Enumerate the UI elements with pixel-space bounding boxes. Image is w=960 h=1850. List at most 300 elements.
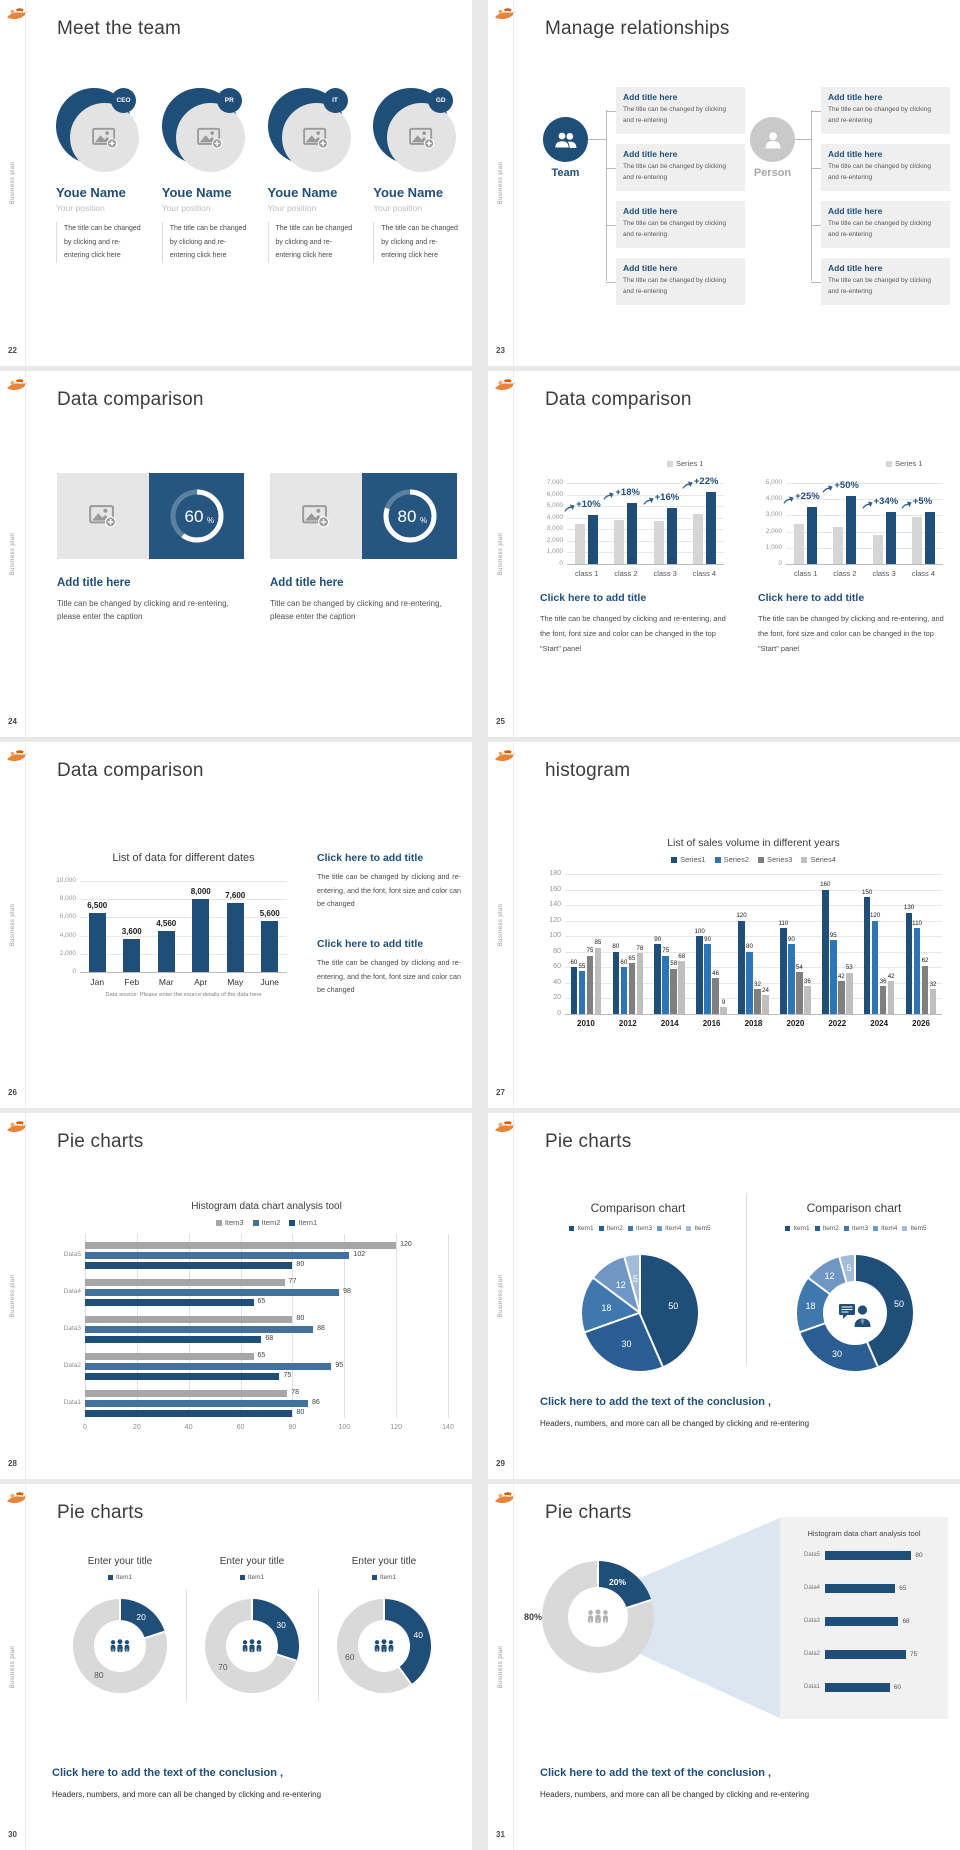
chart-legend <box>540 1225 740 1232</box>
role-badge: CEO <box>111 88 136 113</box>
y-tick-label: 1,000 <box>765 543 782 551</box>
x-category-label: Mar <box>158 977 174 987</box>
bar <box>825 1551 911 1560</box>
slide-content <box>488 371 960 737</box>
chart-title: Comparison chart <box>806 1201 902 1215</box>
relation-box-title: Add title here <box>828 206 883 216</box>
bar-value-label: 65 <box>628 954 636 962</box>
y-tick-label: 0 <box>557 1010 561 1017</box>
relation-box-text: The title can be changed by clicking and re-entering <box>623 106 726 124</box>
bar <box>846 496 856 564</box>
y-tick-label: 4,000 <box>546 513 563 521</box>
growth-annotation <box>682 476 734 489</box>
y-category-label: Data4 <box>63 1288 81 1295</box>
y-tick-label: 5,000 <box>546 502 563 510</box>
y-tick-label: 180 <box>549 870 561 877</box>
bar <box>571 967 578 1014</box>
bar <box>825 1617 898 1626</box>
legend-label: Series1 <box>680 855 706 864</box>
relation-box-text: The title can be changed by clicking and re-entering <box>623 277 726 295</box>
bar-value-label: 80 <box>296 1409 305 1416</box>
relation-box-text: The title can be changed by clicking and re-entering <box>623 163 726 181</box>
legend-label: Item2 <box>822 1225 839 1232</box>
legend-item <box>886 459 923 468</box>
slide-27-thumbnail[interactable] <box>488 742 960 1108</box>
panel-divider <box>746 1193 747 1365</box>
people-group-icon <box>107 1638 133 1659</box>
legend-item <box>216 1218 244 1227</box>
image-placeholder-icon <box>409 127 435 149</box>
growth-annotation <box>783 491 835 504</box>
bar <box>872 921 879 1014</box>
slide-content <box>488 1484 960 1850</box>
role-badge: GD <box>428 88 453 113</box>
slide-content <box>488 742 960 1108</box>
legend-swatch <box>886 461 892 467</box>
x-tick-label: 120 <box>390 1424 402 1431</box>
conclusion-title: Click here to add the text of the conclusion , <box>540 1396 772 1408</box>
panel-title: Histogram data chart analysis tool <box>807 1529 921 1538</box>
bar-value-label: 90 <box>787 935 795 943</box>
bar <box>85 1262 292 1269</box>
card-progress-tile <box>149 473 244 559</box>
relation-box <box>616 144 745 191</box>
slide-title: Data comparison <box>57 760 204 781</box>
pie-value-label: 70 <box>218 1662 228 1673</box>
slide-22-thumbnail[interactable] <box>0 0 472 366</box>
pie-value-label: 18 <box>601 1302 612 1313</box>
relation-box-title: Add title here <box>623 149 678 159</box>
bar <box>89 913 106 972</box>
bar <box>614 520 624 564</box>
y-tick-label: 3,000 <box>765 511 782 519</box>
chart-legend <box>60 1574 180 1581</box>
bar-value-label: 75 <box>662 947 670 955</box>
bar-value-label: 60 <box>893 1684 902 1691</box>
chart-title: Histogram data chart analysis tool <box>191 1201 342 1212</box>
slide-content <box>488 1113 960 1479</box>
bar <box>261 921 278 972</box>
legend-label: Item5 <box>694 1225 711 1232</box>
svg-text:60: 60 <box>184 507 203 526</box>
slide-number: 27 <box>496 1088 505 1097</box>
avatar-photo-placeholder <box>176 103 245 172</box>
bar-value-label: 80 <box>915 1552 923 1559</box>
legend-swatch <box>657 1226 662 1231</box>
legend-label: Series 1 <box>676 459 704 468</box>
legend-label: Item3 <box>224 1218 244 1227</box>
vertical-plan-label: Business plan <box>498 1274 504 1318</box>
bar-value-label: 5,600 <box>259 909 280 919</box>
member-avatar <box>268 88 352 172</box>
relation-box <box>616 201 745 248</box>
y-tick-label: 3,000 <box>546 525 563 533</box>
member-position: Your position <box>373 203 423 213</box>
x-category-label: Jan <box>90 977 105 987</box>
legend-label: Item1 <box>577 1225 594 1232</box>
y-tick-label: 140 <box>549 901 561 909</box>
x-tick-label: 100 <box>338 1424 351 1431</box>
team-icon <box>553 131 579 149</box>
slide-number: 24 <box>8 717 17 726</box>
legend-swatch <box>216 1220 222 1226</box>
people-group-icon <box>584 1608 612 1625</box>
chart-legend <box>886 459 946 468</box>
avatar-photo-placeholder <box>387 103 456 172</box>
bar <box>906 913 913 1014</box>
growth-arrow-icon <box>822 483 833 493</box>
bar-value-label: 75 <box>910 1651 918 1658</box>
relation-box-text: The title can be changed by clicking and re-entering <box>828 163 931 181</box>
y-tick-label: 100 <box>549 932 561 940</box>
bar <box>914 928 921 1014</box>
bar-value-label: 60 <box>620 958 628 966</box>
y-tick-label: 6,000 <box>59 913 76 921</box>
bar-value-label: 32 <box>929 980 937 988</box>
y-tick-label: 2,000 <box>546 536 563 544</box>
team-member <box>56 88 149 263</box>
bar-value-label: 150 <box>861 888 873 896</box>
bar-value-label: 68 <box>265 1335 274 1342</box>
slide-title: Meet the team <box>57 18 182 39</box>
legend-item <box>844 1225 868 1232</box>
vertical-plan-label: Business plan <box>10 161 16 205</box>
bar <box>693 514 703 564</box>
growth-annotation <box>564 499 616 512</box>
legend-swatch <box>628 1226 633 1231</box>
bar <box>637 953 644 1014</box>
slide-content <box>0 742 472 1108</box>
growth-annotation-label: +18% <box>615 486 640 498</box>
growth-annotation-label: +25% <box>795 491 820 503</box>
slide-25-thumbnail[interactable] <box>488 371 960 737</box>
chart-legend <box>756 1225 956 1232</box>
bar-value-label: 75 <box>283 1372 292 1379</box>
y-tick-label: 5,000 <box>765 479 782 486</box>
chart-footnote: Data source: Please enter the source details of the data here <box>105 992 262 998</box>
legend-label: Item1 <box>793 1225 810 1232</box>
legend-item <box>671 855 705 864</box>
relation-box-text: The title can be changed by clicking and re-entering <box>828 220 931 238</box>
bar <box>654 521 664 564</box>
x-category-label: 2012 <box>618 1019 637 1028</box>
bar <box>825 1650 906 1659</box>
bar-value-label: 90 <box>704 935 712 943</box>
y-tick-label: 120 <box>549 916 561 924</box>
role-badge: IT <box>323 88 348 113</box>
connector-line <box>606 110 607 281</box>
y-category-label: Data5 <box>803 1552 820 1558</box>
bar-value-label: 36 <box>803 977 811 985</box>
legend-label: Item1 <box>247 1574 265 1581</box>
bar-value-label: 68 <box>678 952 686 960</box>
bar <box>85 1373 279 1380</box>
card-title: Add title here <box>57 577 131 589</box>
x-category-label: class 4 <box>911 569 936 578</box>
pie-value-label: 18 <box>805 1301 816 1312</box>
slide-content <box>0 0 472 366</box>
team-members <box>56 88 466 263</box>
card-title: Add title here <box>270 577 344 589</box>
y-category-label: Data3 <box>63 1325 81 1332</box>
legend-item <box>657 1225 681 1232</box>
chart-legend <box>565 855 942 864</box>
x-category-label: 2010 <box>577 1019 595 1028</box>
growth-arrow-icon <box>901 499 912 509</box>
bar <box>85 1410 292 1417</box>
bar <box>738 921 745 1014</box>
bar-value-label: 75 <box>586 947 594 955</box>
y-tick-label: 160 <box>549 885 561 893</box>
legend-label: Series 1 <box>895 459 923 468</box>
slide-content <box>0 1484 472 1850</box>
legend-swatch <box>253 1220 259 1226</box>
slide-23-thumbnail[interactable] <box>488 0 960 366</box>
vertical-plan-label: Business plan <box>10 532 16 576</box>
bar-value-label: 58 <box>670 960 678 968</box>
bar <box>227 903 244 972</box>
relation-box <box>821 144 950 191</box>
growth-arrow-icon <box>564 502 575 512</box>
people-group-icon <box>371 1638 397 1659</box>
text-block-body: The title can be changed by clicking and re-entering, and the font, font size and color can be changed in the top "Start" panel <box>540 614 726 653</box>
growth-annotation-label: +22% <box>693 476 719 488</box>
vertical-plan-label: Business plan <box>10 1645 16 1689</box>
bar <box>85 1326 313 1333</box>
bar <box>627 503 637 564</box>
x-category-label: 2022 <box>828 1019 847 1028</box>
slide-title: Pie charts <box>545 1131 632 1152</box>
x-category-label: June <box>260 977 279 987</box>
people-group-icon <box>239 1638 265 1654</box>
bar-value-label: 120 <box>400 1241 412 1248</box>
legend-swatch <box>372 1575 377 1580</box>
progress-ring-icon <box>379 485 441 547</box>
vertical-plan-label: Business plan <box>498 532 504 576</box>
legend-label: Item1 <box>298 1218 318 1227</box>
vertical-plan-label: Business plan <box>498 1645 504 1689</box>
bar <box>629 963 636 1014</box>
bar <box>85 1299 254 1306</box>
gridline <box>565 921 942 922</box>
bar <box>833 527 843 564</box>
presenter-icon <box>838 1301 872 1332</box>
growth-arrow-icon <box>682 479 693 489</box>
gridline <box>565 1014 942 1015</box>
legend-item <box>108 1574 132 1581</box>
bar-value-label: 95 <box>335 1362 344 1369</box>
slide-title: Pie charts <box>57 1502 144 1523</box>
growth-annotation-label: +16% <box>654 492 680 504</box>
y-tick-label: 40 <box>553 978 561 986</box>
bar <box>123 939 140 972</box>
bar <box>794 524 804 565</box>
conclusion-title: Click here to add the text of the conclusion , <box>540 1767 772 1779</box>
bar-value-label: 7,600 <box>225 890 246 900</box>
bar-value-label: 80 <box>612 943 620 951</box>
donut-slice-label: 20% <box>609 1577 627 1587</box>
slide-number: 26 <box>8 1088 17 1097</box>
legend-swatch <box>667 461 673 467</box>
chart-title: Enter your title <box>351 1556 417 1567</box>
slide-content <box>488 0 960 366</box>
bar <box>192 899 209 972</box>
bar <box>712 978 719 1014</box>
gridline <box>80 972 287 973</box>
bar-value-label: 80 <box>296 1315 305 1322</box>
conclusion-text: Headers, numbers, and more can all be changed by clicking and re-entering <box>540 1419 810 1428</box>
bar <box>85 1242 396 1249</box>
y-category-label: Data5 <box>63 1251 81 1258</box>
x-category-label: class 3 <box>872 569 896 578</box>
y-tick-label: 2,000 <box>59 949 76 957</box>
gridline <box>80 954 287 955</box>
x-tick-label: 20 <box>132 1424 141 1431</box>
x-tick-label: 80 <box>288 1424 297 1431</box>
growth-annotation <box>643 492 695 505</box>
role-badge: PR <box>217 88 242 113</box>
legend-label: Series3 <box>767 855 793 864</box>
bar <box>579 971 586 1014</box>
y-category-label: Data4 <box>803 1585 820 1591</box>
people-group-icon <box>107 1638 133 1654</box>
relation-box-text: The title can be changed by clicking and re-entering <box>828 277 931 295</box>
relation-group-label: Person <box>753 167 792 179</box>
x-category-label: class 1 <box>574 569 599 578</box>
bar <box>621 967 628 1014</box>
bar <box>678 961 685 1014</box>
bar <box>85 1390 287 1397</box>
bar-value-label: 4,560 <box>156 918 177 928</box>
member-name: Youe Name <box>373 185 444 200</box>
conclusion-text: Headers, numbers, and more can all be changed by clicking and re-entering <box>540 1790 810 1799</box>
legend-item <box>253 1218 281 1227</box>
slide-26-thumbnail[interactable] <box>0 742 472 1108</box>
gridline <box>565 936 942 937</box>
panel-divider <box>318 1589 319 1701</box>
image-placeholder-icon <box>89 504 117 528</box>
slide-title: histogram <box>545 760 631 781</box>
slide-number: 22 <box>8 346 17 355</box>
bar-value-label: 77 <box>288 1278 297 1285</box>
bar-value-label: 46 <box>712 969 720 977</box>
y-category-label: Data1 <box>803 1684 820 1690</box>
bar-value-label: 98 <box>343 1288 351 1295</box>
bar <box>930 989 937 1014</box>
bar-value-label: 120 <box>869 912 881 920</box>
gridline <box>344 1234 345 1418</box>
panel-divider <box>186 1589 187 1701</box>
bar-value-label: 65 <box>257 1352 266 1359</box>
bar-value-label: 65 <box>899 1585 907 1592</box>
y-tick-label: 1,000 <box>546 548 563 556</box>
x-category-label: class 2 <box>833 569 857 578</box>
team-member <box>268 88 361 263</box>
vertical-plan-label: Business plan <box>498 903 504 947</box>
bar <box>85 1279 285 1286</box>
relation-box <box>821 201 950 248</box>
slide-title: Pie charts <box>57 1131 144 1152</box>
legend-swatch <box>785 1226 790 1231</box>
relation-box-title: Add title here <box>623 206 678 216</box>
gridline <box>396 1234 397 1418</box>
legend-swatch <box>671 857 677 863</box>
conclusion-title: Click here to add the text of the conclusion , <box>52 1767 284 1779</box>
relation-box-title: Add title here <box>828 149 883 159</box>
legend-swatch <box>686 1226 691 1231</box>
image-placeholder-icon <box>92 127 118 149</box>
x-category-label: May <box>227 977 244 987</box>
pie-value-label: 12 <box>615 1279 626 1290</box>
growth-arrow-icon <box>603 490 614 500</box>
growth-annotation <box>822 480 874 493</box>
bar-value-label: 78 <box>291 1389 300 1396</box>
legend-swatch <box>289 1220 295 1226</box>
y-tick-label: 4,000 <box>765 495 782 503</box>
legend-swatch <box>758 857 764 863</box>
legend-swatch <box>902 1226 907 1231</box>
bar <box>85 1316 292 1323</box>
connector-line <box>811 110 812 281</box>
x-category-label: 2014 <box>660 1019 679 1028</box>
legend-label: Series2 <box>723 855 749 864</box>
legend-swatch <box>108 1575 113 1580</box>
bar <box>670 969 677 1014</box>
bar-value-label: 90 <box>654 935 662 943</box>
growth-annotation-label: +50% <box>834 479 859 491</box>
slide-29-thumbnail[interactable] <box>488 1113 960 1479</box>
bar-value-label: 88 <box>317 1325 325 1332</box>
avatar-photo-placeholder <box>282 103 351 172</box>
connector-line <box>588 139 606 140</box>
legend-label: Item4 <box>881 1225 898 1232</box>
pie-value-label: 40 <box>413 1629 423 1640</box>
relation-box-title: Add title here <box>828 263 883 273</box>
bar <box>85 1353 254 1360</box>
pie-value-label: 12 <box>824 1270 835 1281</box>
slide-24-thumbnail[interactable] <box>0 371 472 737</box>
member-avatar <box>162 88 246 172</box>
slide-30-thumbnail[interactable] <box>0 1484 472 1850</box>
legend-label: Item1 <box>379 1574 397 1581</box>
pie-value-label: 30 <box>621 1339 632 1350</box>
slide-number: 31 <box>496 1830 505 1839</box>
bar <box>804 986 811 1014</box>
bar-value-label: 54 <box>795 963 803 971</box>
person-icon <box>763 131 783 149</box>
member-position: Your position <box>267 203 317 213</box>
team-member <box>162 88 255 263</box>
legend-swatch <box>599 1226 604 1231</box>
bar-value-label: 3,600 <box>121 927 142 937</box>
chart-title: Enter your title <box>87 1556 153 1567</box>
card-image-placeholder <box>57 473 149 559</box>
slide-28-thumbnail[interactable] <box>0 1113 472 1479</box>
relation-group-circle <box>750 117 795 162</box>
chart-title: List of sales volume in different years <box>667 837 840 849</box>
legend-label: Item5 <box>910 1225 927 1232</box>
chart-legend <box>85 1218 448 1227</box>
bar <box>575 524 585 565</box>
slide-31-thumbnail[interactable] <box>488 1484 960 1850</box>
relation-box-title: Add title here <box>623 92 678 102</box>
bar <box>696 936 703 1014</box>
x-category-label: class 4 <box>692 569 717 578</box>
relation-box-title: Add title here <box>828 92 883 102</box>
bar <box>667 508 677 564</box>
x-tick-label: 60 <box>236 1424 245 1431</box>
relation-box <box>616 258 745 305</box>
